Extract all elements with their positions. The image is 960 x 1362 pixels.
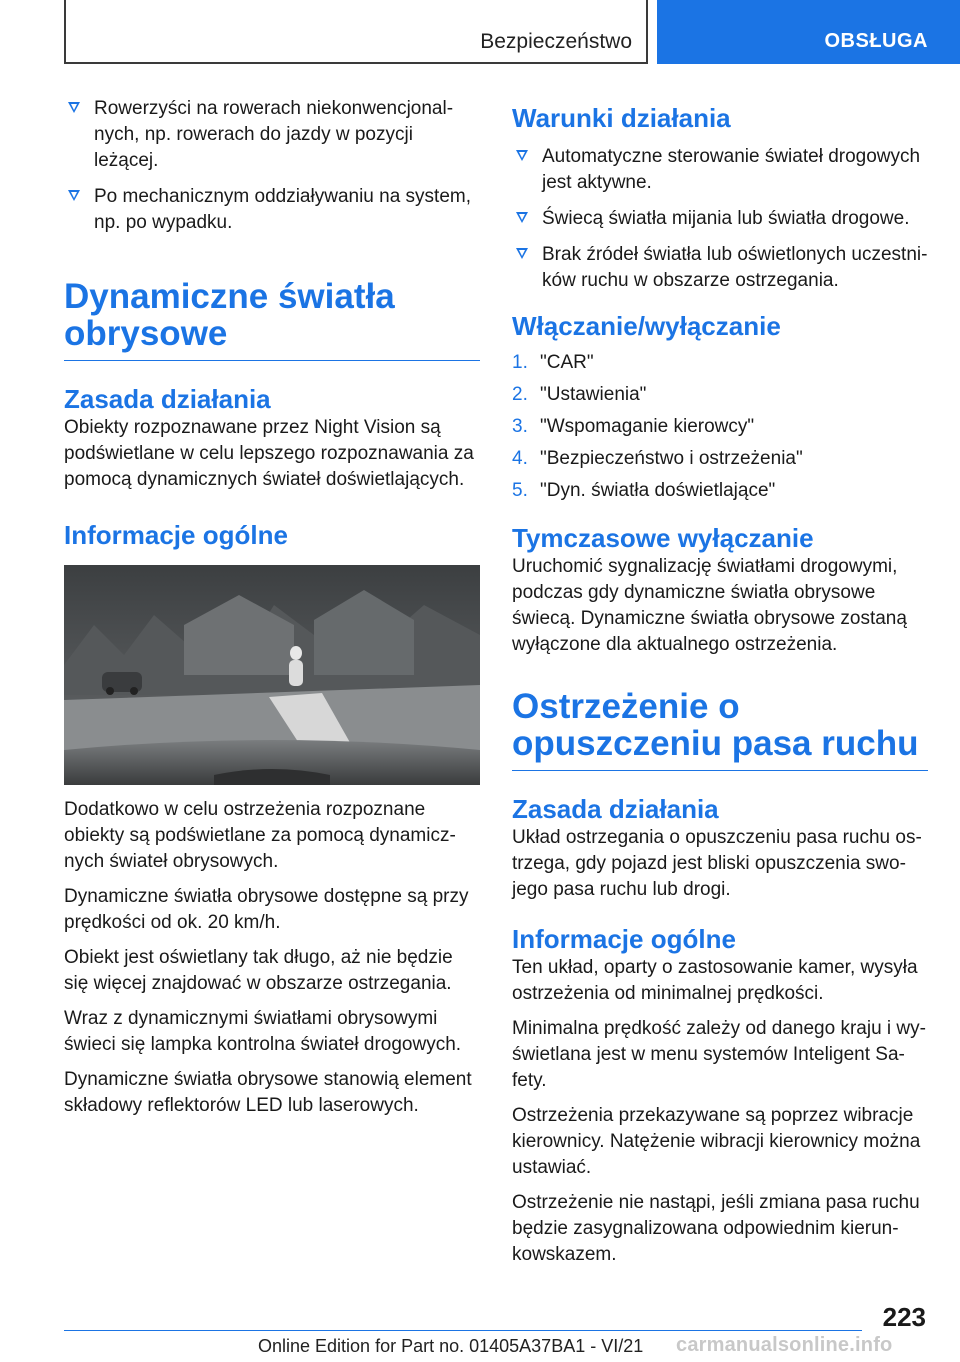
header-section-box — [64, 0, 648, 64]
paragraph: Dodatkowo w celu ostrzeżenia rozpoznane obiekty są podświetlane za pomocą dynamicznych świateł obrysowych. — [64, 799, 456, 872]
paragraph: Dynamiczne światła obrysowe dostępne są przy prędkości od ok. 20 km/h. — [64, 886, 469, 933]
triangle-bullet-icon — [68, 190, 80, 201]
paragraph: Minimalna prędkość zależy od danego kraju i wyświetlana jest w menu systemów Inteligent Safety. — [512, 1018, 926, 1091]
footer-edition: Online Edition for Part no. 01405A37BA1 - VI/21 — [258, 1336, 644, 1356]
paragraph: Obiekt jest oświetlany tak długo, aż nie będzie się więcej znajdować w obszarze ostrzegania. — [64, 947, 453, 994]
bullet-list — [64, 96, 480, 236]
paragraph: Ostrzeżenia przekazywane są poprzez wibracje kierownicy. Natężenie wibracji kierownicy można ustawiać. — [512, 1105, 921, 1178]
list-item: Brak źródeł światła lub oświetlonych uczestników ruchu w obszarze ostrzegania. — [512, 242, 928, 294]
section-heading-lane: Ostrzeżenie o opuszczeniu pasa ruchu — [512, 688, 928, 771]
header-section-title: Bezpieczeństwo — [480, 30, 632, 53]
triangle-bullet-icon — [68, 102, 80, 113]
subheading-toggle: Włączanie/wyłączanie — [512, 311, 781, 341]
list-item: 1. "CAR" — [512, 352, 594, 373]
list-item: Rowerzyści na rowerach niekonwencjonalnych, np. rowerach do jazdy w pozycji leżącej. — [64, 96, 480, 174]
paragraph: Dynamiczne światła obrysowe stanowią element składowy reflektorów LED lub laserowych. — [64, 1069, 472, 1116]
watermark: carmanualsonline.info — [676, 1334, 893, 1356]
list-item: 3. "Wspomaganie kierowcy" — [512, 416, 755, 437]
header-tab — [657, 0, 960, 64]
paragraph: Ostrzeżenie nie nastąpi, jeśli zmiana pasa ruchu będzie zasygnalizowana odpowiednim kierunkowskazem. — [512, 1192, 920, 1265]
left-column — [64, 96, 480, 1128]
paragraph: Ten układ, oparty o zastosowanie kamer, wysyła ostrzeżenia od minimalnej prędkości. — [512, 957, 918, 1004]
list-item: Po mechanicznym oddziaływaniu na system, np. po wypadku. — [64, 184, 480, 236]
list-item: 2. "Ustawienia" — [512, 384, 647, 405]
page-number: 223 — [882, 1302, 926, 1332]
paragraph: Wraz z dynamicznymi światłami obrysowymi świeci się lampka kontrolna świateł drogowych. — [64, 1008, 462, 1055]
right-column — [512, 102, 928, 1277]
subheading-principle: Zasada działania — [64, 384, 271, 414]
subheading-general: Informacje ogólne — [64, 520, 288, 550]
triangle-bullet-icon — [516, 150, 528, 161]
list-item: Świecą światła mijania lub światła drogowe. — [512, 206, 928, 232]
list-item: 4. "Bezpieczeństwo i ostrzeżenia" — [512, 448, 803, 469]
subheading-conditions: Warunki działania — [512, 103, 731, 133]
section-heading-dynamic-lights: Dynamiczne światła obrysowe — [64, 278, 480, 361]
subheading-principle: Zasada działania — [512, 794, 719, 824]
triangle-bullet-icon — [516, 212, 528, 223]
subheading-temporary: Tymczasowe wyłączanie — [512, 523, 814, 553]
steps-list — [512, 350, 928, 504]
footer-divider — [64, 1330, 862, 1331]
subheading-general: Informacje ogólne — [512, 924, 736, 954]
conditions-list — [512, 144, 928, 294]
list-item: Automatyczne sterowanie świateł drogowych jest aktywne. — [512, 144, 928, 196]
triangle-bullet-icon — [516, 248, 528, 259]
lane-principle-text: Układ ostrzegania o opuszczeniu pasa ruchu ostrzega, gdy pojazd jest bliski opuszczenia swojego pasa ruchu lub drogi. — [512, 827, 922, 900]
general-paragraphs — [64, 797, 480, 1119]
night-vision-illustration — [64, 565, 480, 785]
list-item: 5. "Dyn. światła doświetlające" — [512, 480, 776, 501]
temporary-text: Uruchomić sygnalizację światłami drogowymi, podczas gdy dynamiczne światła obrysowe świecą. Dynamiczne światła obrysowe zostaną wyłączone dla aktualnego ostrzeżenia. — [512, 556, 907, 655]
header-tab-label: OBSŁUGA — [824, 30, 928, 52]
principle-text: Obiekty rozpoznawane przez Night Vision są podświetlane w celu lepszego rozpoznawania za pomocą dynamicznych świateł doświetlających. — [64, 417, 474, 490]
